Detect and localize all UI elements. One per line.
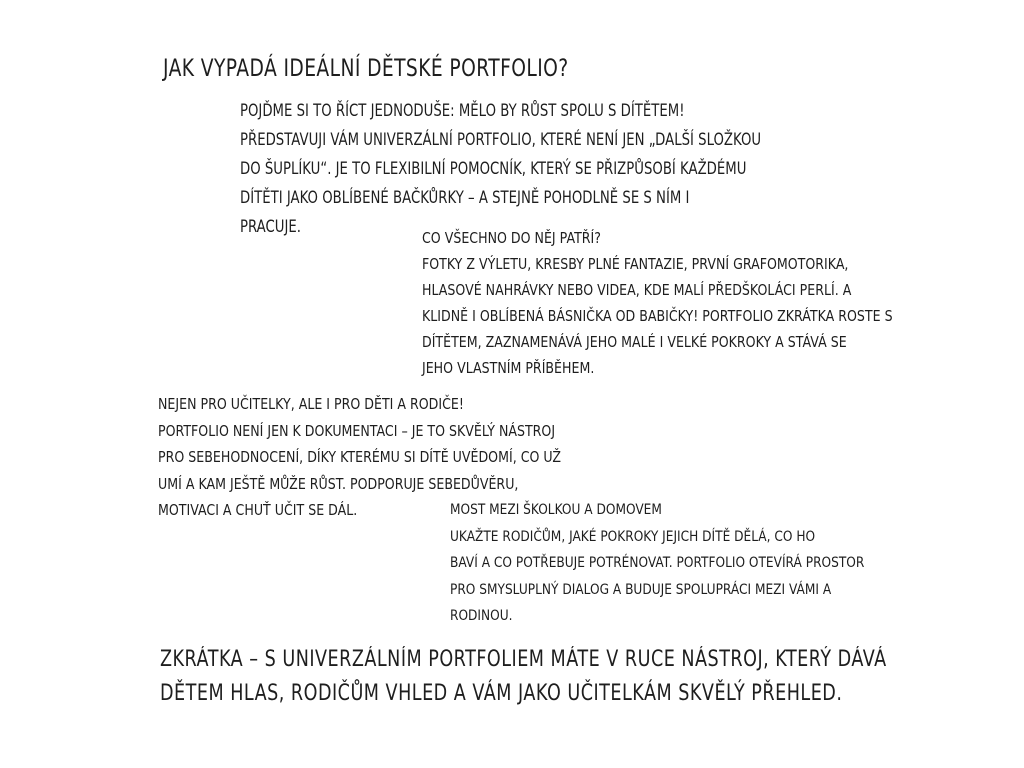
what-belongs-heading: CO VŠECHNO DO NĚJ PATŘÍ? <box>422 229 601 247</box>
what-belongs-line: JEHO VLASTNÍM PŘÍBĚHEM. <box>422 359 595 377</box>
summary-paragraph <box>160 643 887 711</box>
intro-line: POJĎME SI TO ŘÍCT JEDNODUŠE: MĚLO BY RŮST SPOLU S DÍTĚTEM! <box>240 101 685 121</box>
bridge-line: RODINOU. <box>450 608 513 624</box>
what-belongs-line: HLASOVÉ NAHRÁVKY NEBO VIDEA, KDE MALÍ PŘEDŠKOLÁCI PERLÍ. A <box>422 281 852 299</box>
not-only-teachers-heading: NEJEN PRO UČITELKY, ALE I PRO DĚTI A RODIČE! <box>158 395 464 413</box>
intro-line: DO ŠUPLÍKU“. JE TO FLEXIBILNÍ POMOCNÍK, KTERÝ SE PŘIZPŮSOBÍ KAŽDÉMU <box>240 159 747 179</box>
what-belongs-line: DÍTĚTEM, ZAZNAMENÁVÁ JEHO MALÉ I VELKÉ POKROKY A STÁVÁ SE <box>422 333 847 351</box>
page-title: JAK VYPADÁ IDEÁLNÍ DĚTSKÉ PORTFOLIO? <box>163 54 569 82</box>
bridge-heading: MOST MEZI ŠKOLKOU A DOMOVEM <box>450 502 662 518</box>
summary-line: ZKRÁTKA – S UNIVERZÁLNÍM PORTFOLIEM MÁTE V RUCE NÁSTROJ, KTERÝ DÁVÁ <box>160 647 887 672</box>
not-only-teachers-line: PORTFOLIO NENÍ JEN K DOKUMENTACI – JE TO SKVĚLÝ NÁSTROJ <box>158 421 556 440</box>
what-belongs-line: KLIDNĚ I OBLÍBENÁ BÁSNIČKA OD BABIČKY! PORTFOLIO ZKRÁTKA ROSTE S <box>422 307 893 325</box>
bridge-line: UKAŽTE RODIČŮM, JAKÉ POKROKY JEJICH DÍTĚ DĚLÁ, CO HO <box>450 528 816 545</box>
bridge-line: PRO SMYSLUPLNÝ DIALOG A BUDUJE SPOLUPRÁCI MEZI VÁMI A <box>450 581 832 598</box>
intro-line: DÍTĚTI JAKO OBLÍBENÉ BAČKŮRKY – A STEJNĚ POHODLNĚ SE S NÍM I <box>240 188 690 208</box>
not-only-teachers-line: UMÍ A KAM JEŠTĚ MŮŽE RŮST. PODPORUJE SEBEDŮVĚRU, <box>158 474 519 493</box>
intro-line: PRACUJE. <box>240 217 301 237</box>
what-belongs-section <box>422 225 893 381</box>
summary-line: DĚTEM HLAS, RODIČŮM VHLED A VÁM JAKO UČITELKÁM SKVĚLÝ PŘEHLED. <box>160 681 843 706</box>
not-only-teachers-line: PRO SEBEHODNOCENÍ, DÍKY KTERÉMU SI DÍTĚ UVĚDOMÍ, CO UŽ <box>158 448 562 466</box>
not-only-teachers-line: MOTIVACI A CHUŤ UČIT SE DÁL. <box>158 501 358 519</box>
intro-paragraph <box>240 97 761 242</box>
bridge-section <box>450 497 864 630</box>
bridge-line: BAVÍ A CO POTŘEBUJE POTRÉNOVAT. PORTFOLIO OTEVÍRÁ PROSTOR <box>450 555 865 571</box>
what-belongs-line: FOTKY Z VÝLETU, KRESBY PLNÉ FANTAZIE, PRVNÍ GRAFOMOTORIKA, <box>422 255 849 273</box>
intro-line: PŘEDSTAVUJI VÁM UNIVERZÁLNÍ PORTFOLIO, KTERÉ NENÍ JEN „DALŠÍ SLOŽKOU <box>240 130 762 150</box>
